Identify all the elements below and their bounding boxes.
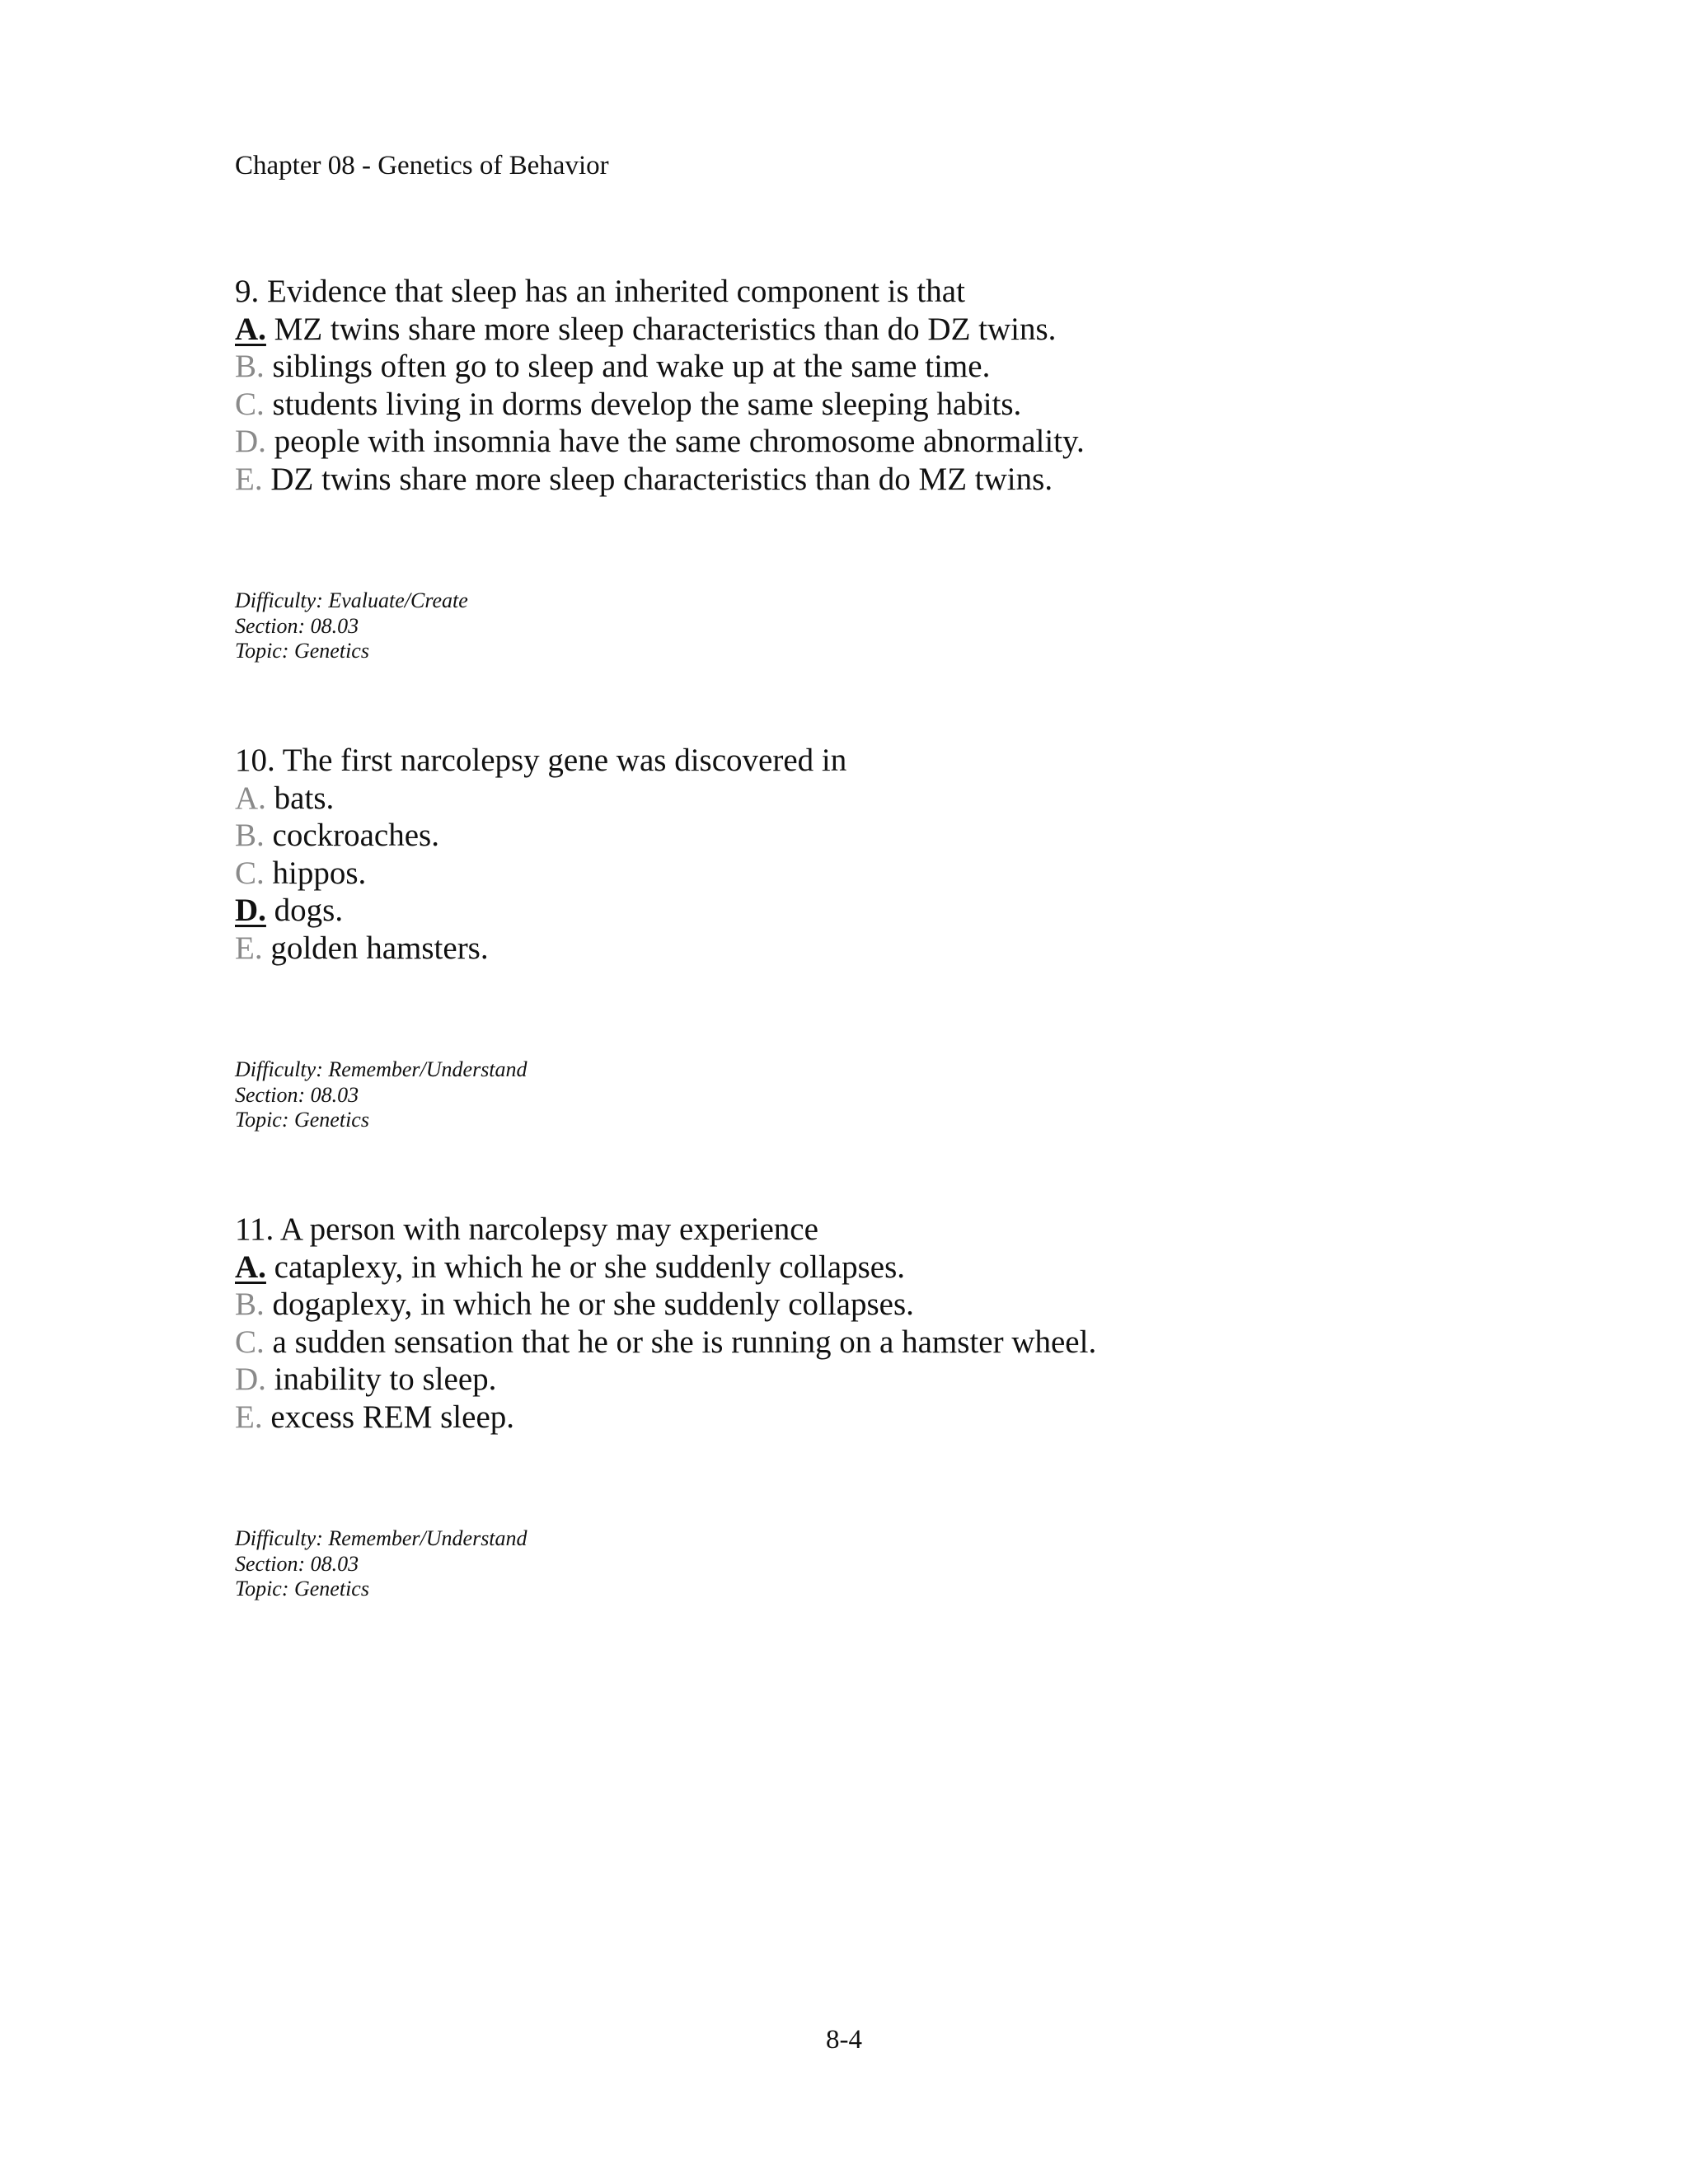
option-text: excess REM sleep. (262, 1399, 515, 1435)
difficulty-label: Difficulty: Remember/Understand (235, 1057, 528, 1081)
option-a (235, 311, 1471, 349)
chapter-header: Chapter 08 - Genetics of Behavior (235, 151, 609, 180)
option-b (235, 817, 1471, 855)
option-text: a sudden sensation that he or she is running on a hamster wheel. (264, 1324, 1097, 1360)
option-text: DZ twins share more sleep characteristics than do MZ twins. (262, 461, 1053, 497)
option-d (235, 892, 1471, 930)
option-text: inability to sleep. (265, 1361, 497, 1397)
option-e (235, 930, 1471, 968)
option-text: students living in dorms develop the same sleeping habits. (264, 386, 1022, 422)
option-b (235, 348, 1471, 386)
option-letter: B. (235, 1286, 265, 1322)
question-9 (235, 273, 1471, 664)
option-text: dogaplexy, in which he or she suddenly collapses. (264, 1286, 914, 1322)
option-letter-correct: A. (235, 1249, 266, 1285)
option-letter: C. (235, 855, 265, 891)
option-text: siblings often go to sleep and wake up at the same time. (264, 349, 991, 384)
option-e (235, 461, 1471, 499)
option-text: people with insomnia have the same chromosome abnormality. (265, 424, 1085, 459)
topic-label: Topic: Genetics (235, 1108, 369, 1132)
option-letter: E. (235, 461, 263, 497)
question-metadata (235, 1057, 1471, 1133)
question-10 (235, 742, 1471, 1133)
question-stem: 10. The first narcolepsy gene was discovered in (235, 743, 847, 778)
option-c (235, 855, 1471, 893)
option-text: cataplexy, in which he or she suddenly collapses. (265, 1249, 906, 1285)
option-c (235, 386, 1471, 424)
option-a (235, 1249, 1471, 1286)
option-letter-correct: A. (235, 311, 266, 347)
question-stem: 11. A person with narcolepsy may experience (235, 1212, 818, 1247)
section-label: Section: 08.03 (235, 613, 359, 638)
option-letter: B. (235, 818, 265, 853)
section-label: Section: 08.03 (235, 1082, 359, 1107)
topic-label: Topic: Genetics (235, 639, 369, 663)
option-letter: B. (235, 349, 265, 384)
section-label: Section: 08.03 (235, 1551, 359, 1576)
option-e (235, 1399, 1471, 1436)
option-letter: D. (235, 1361, 266, 1397)
option-a (235, 780, 1471, 818)
option-d (235, 1361, 1471, 1399)
difficulty-label: Difficulty: Evaluate/Create (235, 588, 468, 612)
option-text: cockroaches. (264, 818, 439, 853)
option-letter: C. (235, 1324, 265, 1360)
option-b (235, 1286, 1471, 1324)
option-text: MZ twins share more sleep characteristics than do DZ twins. (265, 311, 1057, 347)
question-metadata (235, 588, 1471, 664)
option-c (235, 1324, 1471, 1361)
topic-label: Topic: Genetics (235, 1577, 369, 1601)
option-text: hippos. (264, 855, 367, 891)
question-metadata (235, 1526, 1471, 1602)
difficulty-label: Difficulty: Remember/Understand (235, 1526, 528, 1550)
option-letter: E. (235, 1399, 263, 1435)
page-number: 8-4 (826, 2025, 862, 2055)
option-text: golden hamsters. (262, 930, 489, 966)
option-letter: A. (235, 780, 266, 816)
option-letter-correct: D. (235, 893, 266, 928)
option-letter: D. (235, 424, 266, 459)
option-d (235, 423, 1471, 461)
question-stem: 9. Evidence that sleep has an inherited component is that (235, 274, 965, 309)
option-letter: C. (235, 386, 265, 422)
question-11 (235, 1211, 1471, 1602)
option-text: dogs. (265, 893, 344, 928)
option-text: bats. (265, 780, 335, 816)
option-letter: E. (235, 930, 263, 966)
